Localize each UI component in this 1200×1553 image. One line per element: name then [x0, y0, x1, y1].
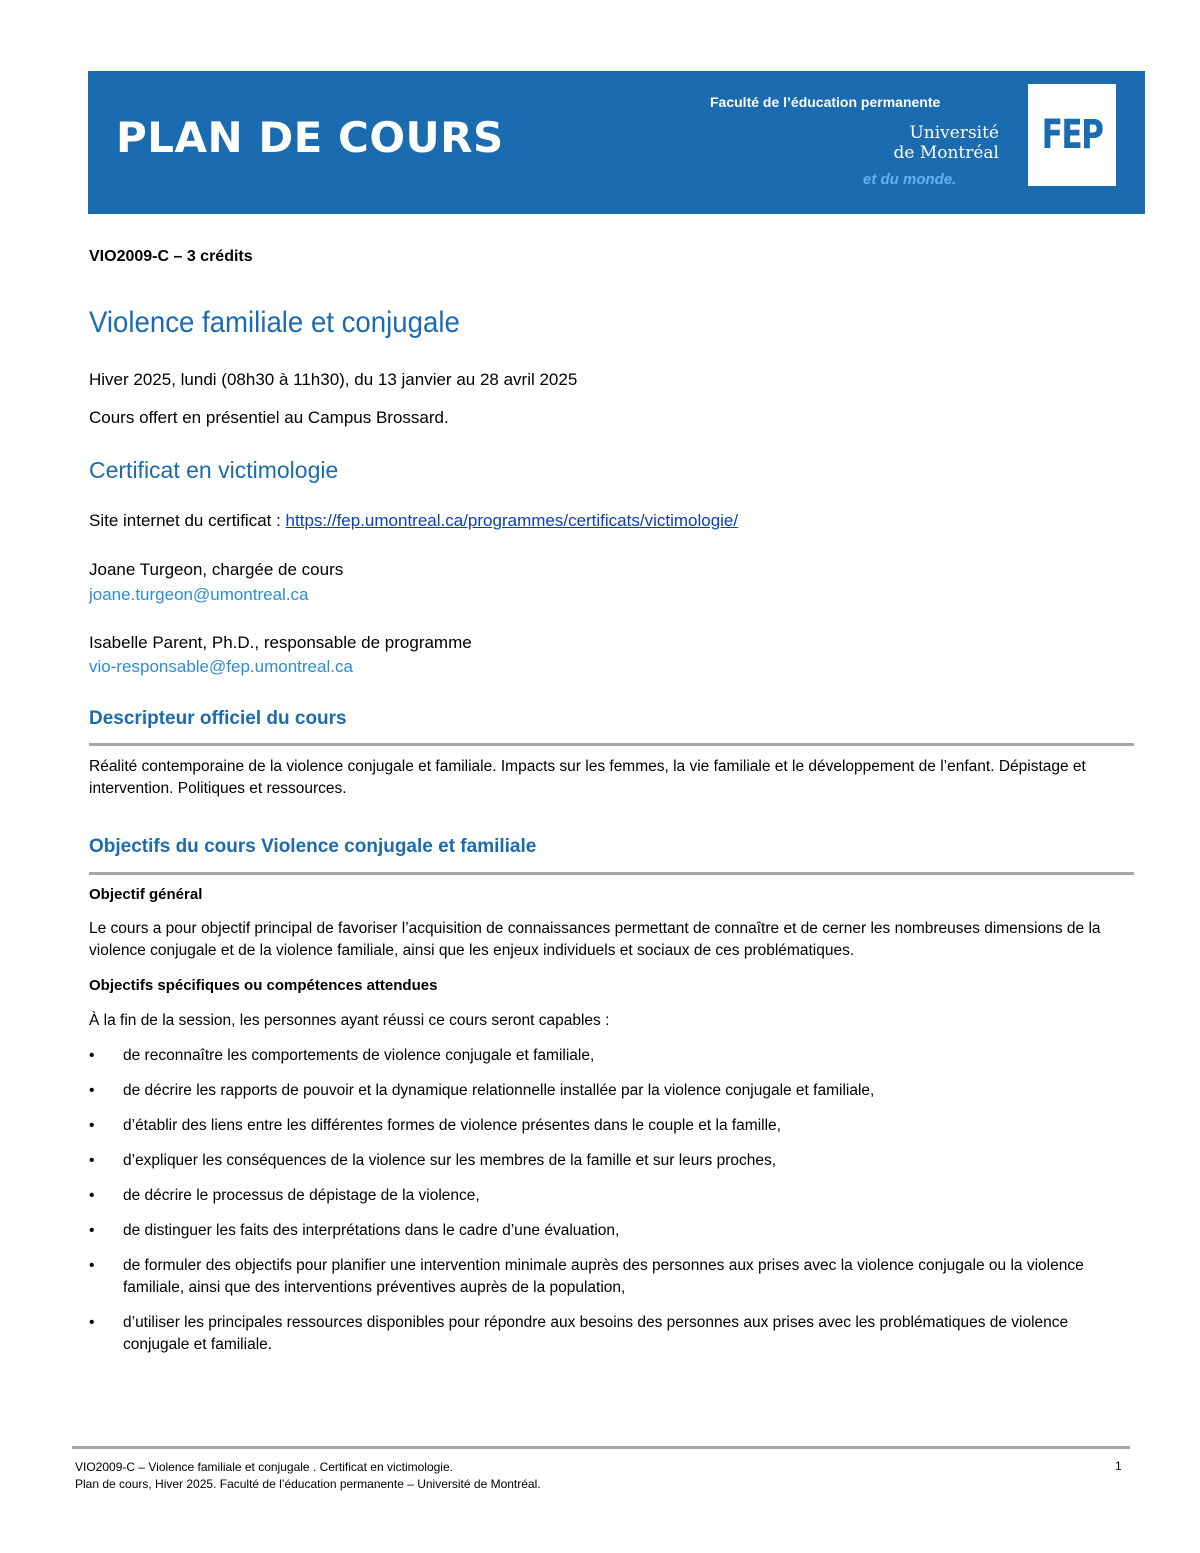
faculty-name: Faculté de l’éducation permanente: [710, 94, 941, 110]
course-mode: Cours offert en présentiel au Campus Brossard.: [89, 408, 449, 427]
bullet-icon: •: [89, 1082, 95, 1099]
specific-objectives-heading: Objectifs spécifiques ou compétences attendues: [89, 977, 438, 994]
objective-text: de reconnaître les comportements de violence conjugale et familiale,: [123, 1047, 595, 1064]
bullet-icon: •: [89, 1117, 95, 1134]
descriptor-heading: Descripteur officiel du cours: [89, 708, 347, 729]
certificate-site-link[interactable]: https://fep.umontreal.ca/programmes/certificats/victimologie/: [285, 511, 739, 530]
general-objective-heading: Objectif général: [89, 886, 203, 903]
objective-text: de décrire les rapports de pouvoir et la dynamique relationnelle installée par la violence conjugale et familiale,: [123, 1082, 875, 1099]
header-banner: [88, 71, 1145, 214]
general-objective-text: Le cours a pour objectif principal de favoriser l’acquisition de connaissances permettant de connaître et de cerner les nombreuses dimensions de la violence conjugale et de la violence familiale, ainsi que les enjeux individuels et sociaux de ces problématiques.: [89, 920, 1101, 959]
course-schedule: Hiver 2025, lundi (08h30 à 11h30), du 13 janvier au 28 avril 2025: [89, 370, 578, 389]
section-divider: [89, 872, 1134, 875]
university-tagline: et du monde.: [863, 171, 957, 188]
contact-name: Isabelle Parent, Ph.D., responsable de programme: [89, 633, 472, 652]
footer-line2: Plan de cours, Hiver 2025. Faculté de l’éducation permanente – Université de Montréal.: [75, 1477, 541, 1491]
certificate-heading: Certificat en victimologie: [89, 457, 339, 483]
list-item: [89, 1045, 1129, 1067]
list-item: [89, 1312, 1129, 1356]
university-line1: Université: [909, 123, 999, 143]
objective-text: de décrire le processus de dépistage de la violence,: [123, 1187, 480, 1204]
bullet-icon: •: [89, 1222, 95, 1239]
objective-text: de formuler des objectifs pour planifier une intervention minimale auprès des personnes aux prises avec la violence conjugale ou la violence familiale, ainsi que des interventions préventives auprès de la population,: [123, 1257, 1084, 1296]
bullet-icon: •: [89, 1314, 95, 1331]
contact-email-link[interactable]: joane.turgeon@umontreal.ca: [89, 585, 309, 604]
footer-line1: VIO2009-C – Violence familiale et conjugale . Certificat en victimologie.: [75, 1460, 453, 1474]
university-line2: de Montréal: [893, 143, 999, 163]
descriptor-text: Réalité contemporaine de la violence conjugale et familiale. Impacts sur les femmes, la vie familiale et le développement de l’enfant. Dépistage et intervention. Politiques et ressources.: [89, 758, 1086, 797]
bullet-icon: •: [89, 1047, 95, 1064]
list-item: [89, 1080, 1129, 1102]
course-title: Violence familiale et conjugale: [89, 306, 460, 339]
bullet-icon: •: [89, 1257, 95, 1274]
contact-name: Joane Turgeon, chargée de cours: [89, 560, 344, 579]
certificate-site-label: Site internet du certificat :: [89, 511, 286, 530]
footer-divider: [72, 1446, 1130, 1449]
bullet-icon: •: [89, 1152, 95, 1169]
list-item: [89, 1220, 1129, 1242]
banner-title: PLAN DE COURS: [116, 113, 504, 162]
course-code: VIO2009-C – 3 crédits: [89, 248, 253, 265]
objective-text: de distinguer les faits des interprétations dans le cadre d’une évaluation,: [123, 1222, 620, 1239]
list-item: [89, 1115, 1129, 1137]
list-item: [89, 1185, 1129, 1207]
objective-text: d’utiliser les principales ressources disponibles pour répondre aux besoins des personnes aux prises avec les problématiques de violence conjugale et familiale.: [123, 1314, 1069, 1353]
objectives-heading: Objectifs du cours Violence conjugale et familiale: [89, 836, 537, 857]
objective-text: d’expliquer les conséquences de la violence sur les membres de la famille et sur leurs proches,: [123, 1152, 777, 1169]
list-item: [89, 1150, 1129, 1172]
section-divider: [89, 743, 1134, 746]
certificate-site: [89, 511, 738, 531]
page-number: 1: [1115, 1459, 1122, 1473]
page-footer: [75, 1459, 541, 1493]
objectives-intro: À la fin de la session, les personnes ayant réussi ce cours seront capables :: [89, 1012, 610, 1029]
fep-logo: [1028, 84, 1116, 186]
objective-text: d’établir des liens entre les différentes formes de violence présentes dans le couple et la famille,: [123, 1117, 781, 1134]
bullet-icon: •: [89, 1187, 95, 1204]
university-name: [893, 123, 999, 163]
contact-email-link[interactable]: vio-responsable@fep.umontreal.ca: [89, 657, 353, 676]
fep-logo-text: FEP: [1041, 112, 1103, 158]
objectives-list: [89, 1045, 1129, 1356]
list-item: [89, 1255, 1129, 1299]
